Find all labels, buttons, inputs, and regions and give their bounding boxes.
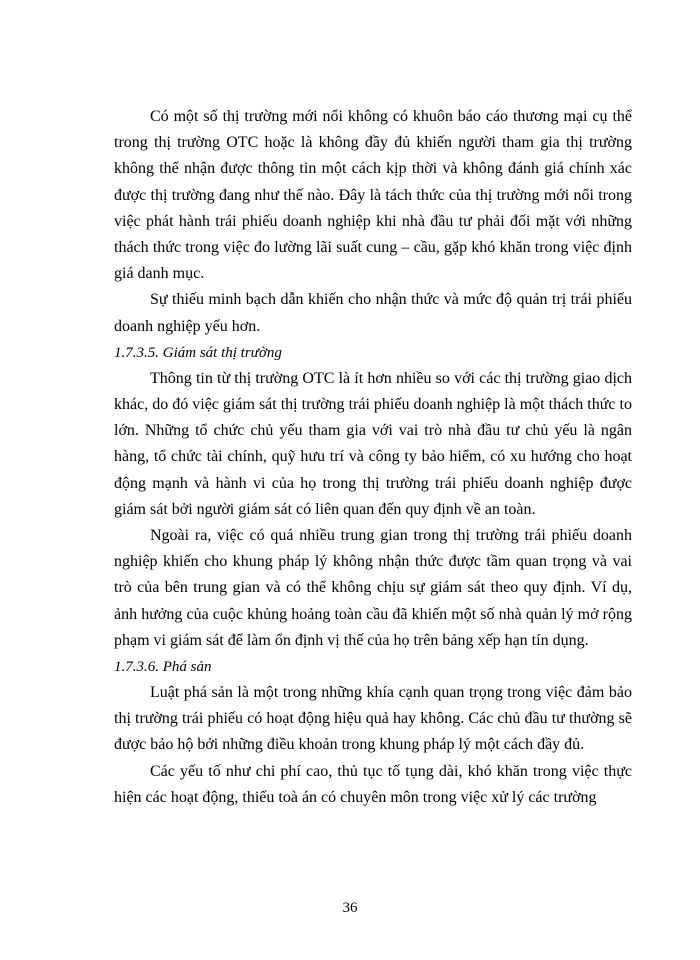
section-heading-market-supervision: 1.7.3.5. Giám sát thị trường [114,344,282,361]
page-body [114,104,632,811]
page-number: 36 [342,900,358,916]
paragraph: Thông tin từ thị trường OTC là ít hơn nhiều so với các thị trường giao dịch khác, do đó việc giám sát thị trường trái phiếu doanh nghiệp là một thách thức to lớn. Những tổ chức chủ yếu tham gia với vai trò nhà đầu tư chủ yếu là ngân hàng, tổ chức tài chính, quỹ hưu trí và công ty bảo hiểm, có xu hướng cho hoạt động mạnh và hành vi của họ trong thị trường trái phiếu doanh nghiệp được giám sát bởi người giám sát có liên quan đến quy định về an toàn. [114,369,632,518]
paragraph: Luật phá sản là một trong những khía cạnh quan trọng trong việc đảm bảo thị trường trái phiếu có hoạt động hiệu quả hay không. Các chủ đầu tư thường sẽ được bảo hộ bởi những điều khoản trong khung pháp lý một cách đầy đủ. [114,684,632,754]
paragraph: Ngoài ra, việc có quá nhiều trung gian trong thị trường trái phiếu doanh nghiệp khiến cho khung pháp lý không nhận thức được tầm quan trọng và vai trò của bên trung gian và có thể không chịu sự giám sát theo quy định. Ví dụ, ảnh hưởng của cuộc khủng hoảng toàn cầu đã khiến một số nhà quản lý mở rộng phạm vi giám sát để làm ổn định vị thế của họ trên bảng xếp hạn tín dụng. [114,527,632,649]
paragraph: Các yếu tố như chi phí cao, thủ tục tố tụng dài, khó khăn trong việc thực hiện các hoạt động, thiếu toà án có chuyên môn trong việc xử lý các trường [114,762,632,806]
paragraph: Có một số thị trường mới nổi không có khuôn báo cáo thương mại cụ thể trong thị trường OTC hoặc là không đầy đủ khiến người tham gia thị trường không thể nhận được thông tin một cách kịp thời và không đánh giá chính xác được thị trường đang như thế nào. Đây là tách thức của thị trường mới nổi trong việc phát hành trái phiếu doanh nghiệp khi nhà đầu tư phải đối mặt với những thách thức trong việc đo lường lãi suất cung – cầu, gặp khó khăn trong việc định giá danh mục. [114,108,632,283]
section-heading-bankruptcy: 1.7.3.6. Phá sản [114,659,212,676]
paragraph: Sự thiếu minh bạch dẫn khiến cho nhận thức và mức độ quản trị trái phiếu doanh nghiệp yếu hơn. [114,291,632,335]
